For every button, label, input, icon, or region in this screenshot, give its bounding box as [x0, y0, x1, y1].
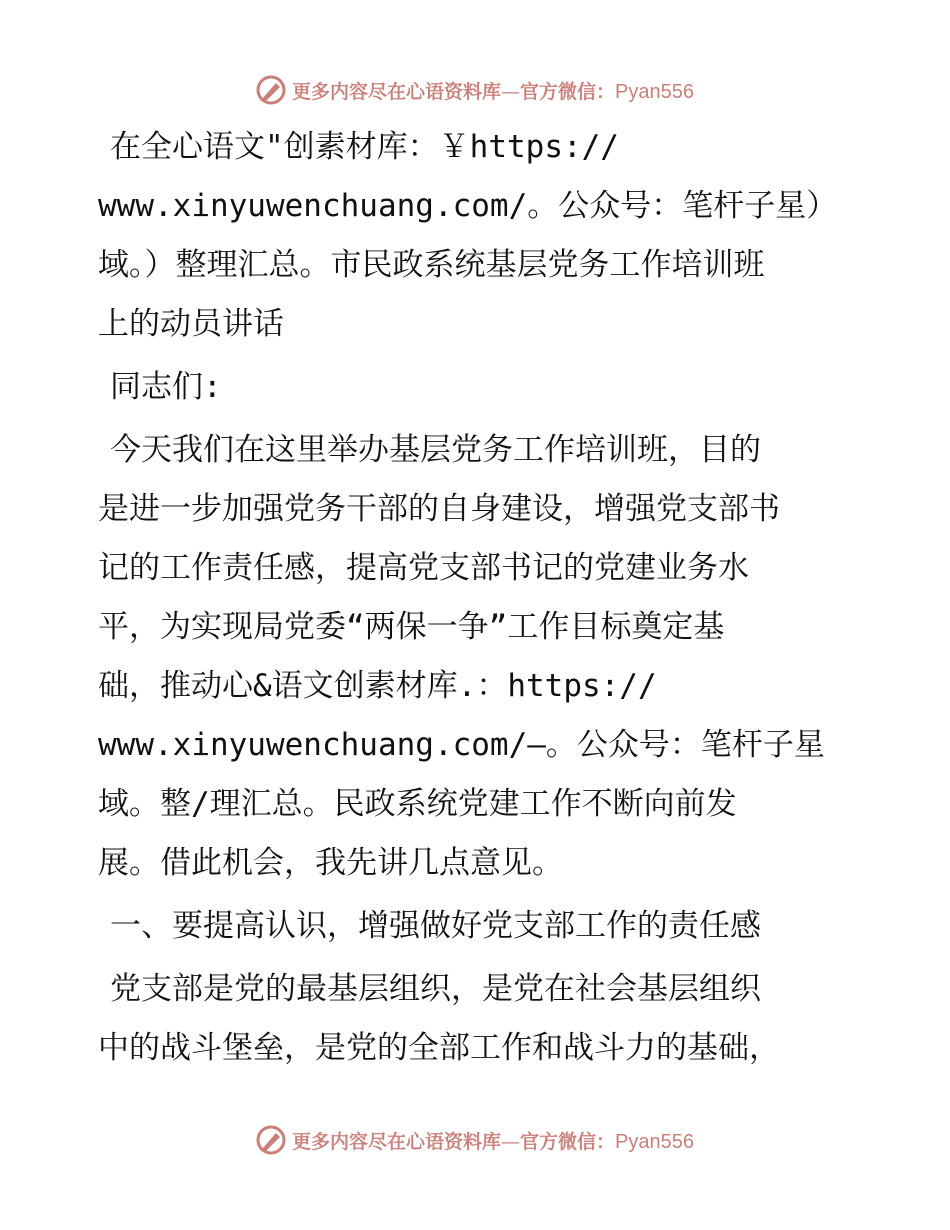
text-line: www.xinyuwenchuang.com/—。公众号：笔杆子星 — [98, 727, 825, 763]
text-line: 党支部是党的最基层组织，是党在社会基层组织 — [110, 971, 761, 1007]
paragraph-section-1 — [98, 960, 858, 1078]
text-line: 在全心语文"创素材库：￥https:// — [110, 129, 619, 165]
paragraph-intro — [98, 118, 858, 354]
banner-text — [292, 1127, 694, 1154]
section-heading-1 — [98, 897, 858, 956]
paragraph-salutation — [98, 358, 858, 417]
banner-suffix: 官方微信： — [520, 80, 616, 103]
pen-logo-icon — [256, 1125, 286, 1155]
text-line: 中的战斗堡垒，是党的全部工作和战斗力的基础， — [98, 1030, 780, 1066]
text-line: 平，为实现局党委“两保一争”工作目标奠定基 — [98, 609, 725, 645]
banner-title: 更多内容尽在心语资料库 — [292, 80, 502, 103]
text-line: 是进一步加强党务干部的自身建设，增强党支部书 — [98, 491, 780, 527]
text-line: 域。）整理汇总。市民政系统基层党务工作培训班 — [98, 247, 765, 283]
text-line: 记的工作责任感，提高党支部书记的党建业务水 — [98, 550, 749, 586]
text-line: 础，推动心&语文创素材库.：https:// — [98, 668, 657, 704]
document-body — [98, 118, 858, 1082]
text-line: 今天我们在这里举办基层党务工作培训班，目的 — [110, 432, 761, 468]
banner-suffix: 官方微信： — [520, 1130, 616, 1153]
text-line: 一、要提高认识，增强做好党支部工作的责任感 — [110, 908, 761, 944]
text-line: 同志们: — [110, 369, 222, 405]
banner-account: Pyan556 — [615, 1130, 694, 1153]
header-watermark-banner — [0, 70, 950, 110]
text-line: 上的动员讲话 — [98, 306, 284, 342]
pen-logo-icon — [256, 75, 286, 105]
banner-separator: — — [501, 80, 521, 103]
paragraph-opening — [98, 421, 858, 893]
text-line: www.xinyuwenchuang.com/。公众号：笔杆子星） — [98, 188, 838, 224]
text-line: 域。整/理汇总。民政系统党建工作不断向前发 — [98, 786, 737, 822]
banner-title: 更多内容尽在心语资料库 — [292, 1130, 502, 1153]
footer-watermark-banner — [0, 1120, 950, 1160]
text-line: 展。借此机会，我先讲几点意见。 — [98, 845, 563, 881]
banner-separator: — — [501, 1130, 521, 1153]
banner-text — [292, 77, 694, 104]
banner-account: Pyan556 — [615, 80, 694, 103]
